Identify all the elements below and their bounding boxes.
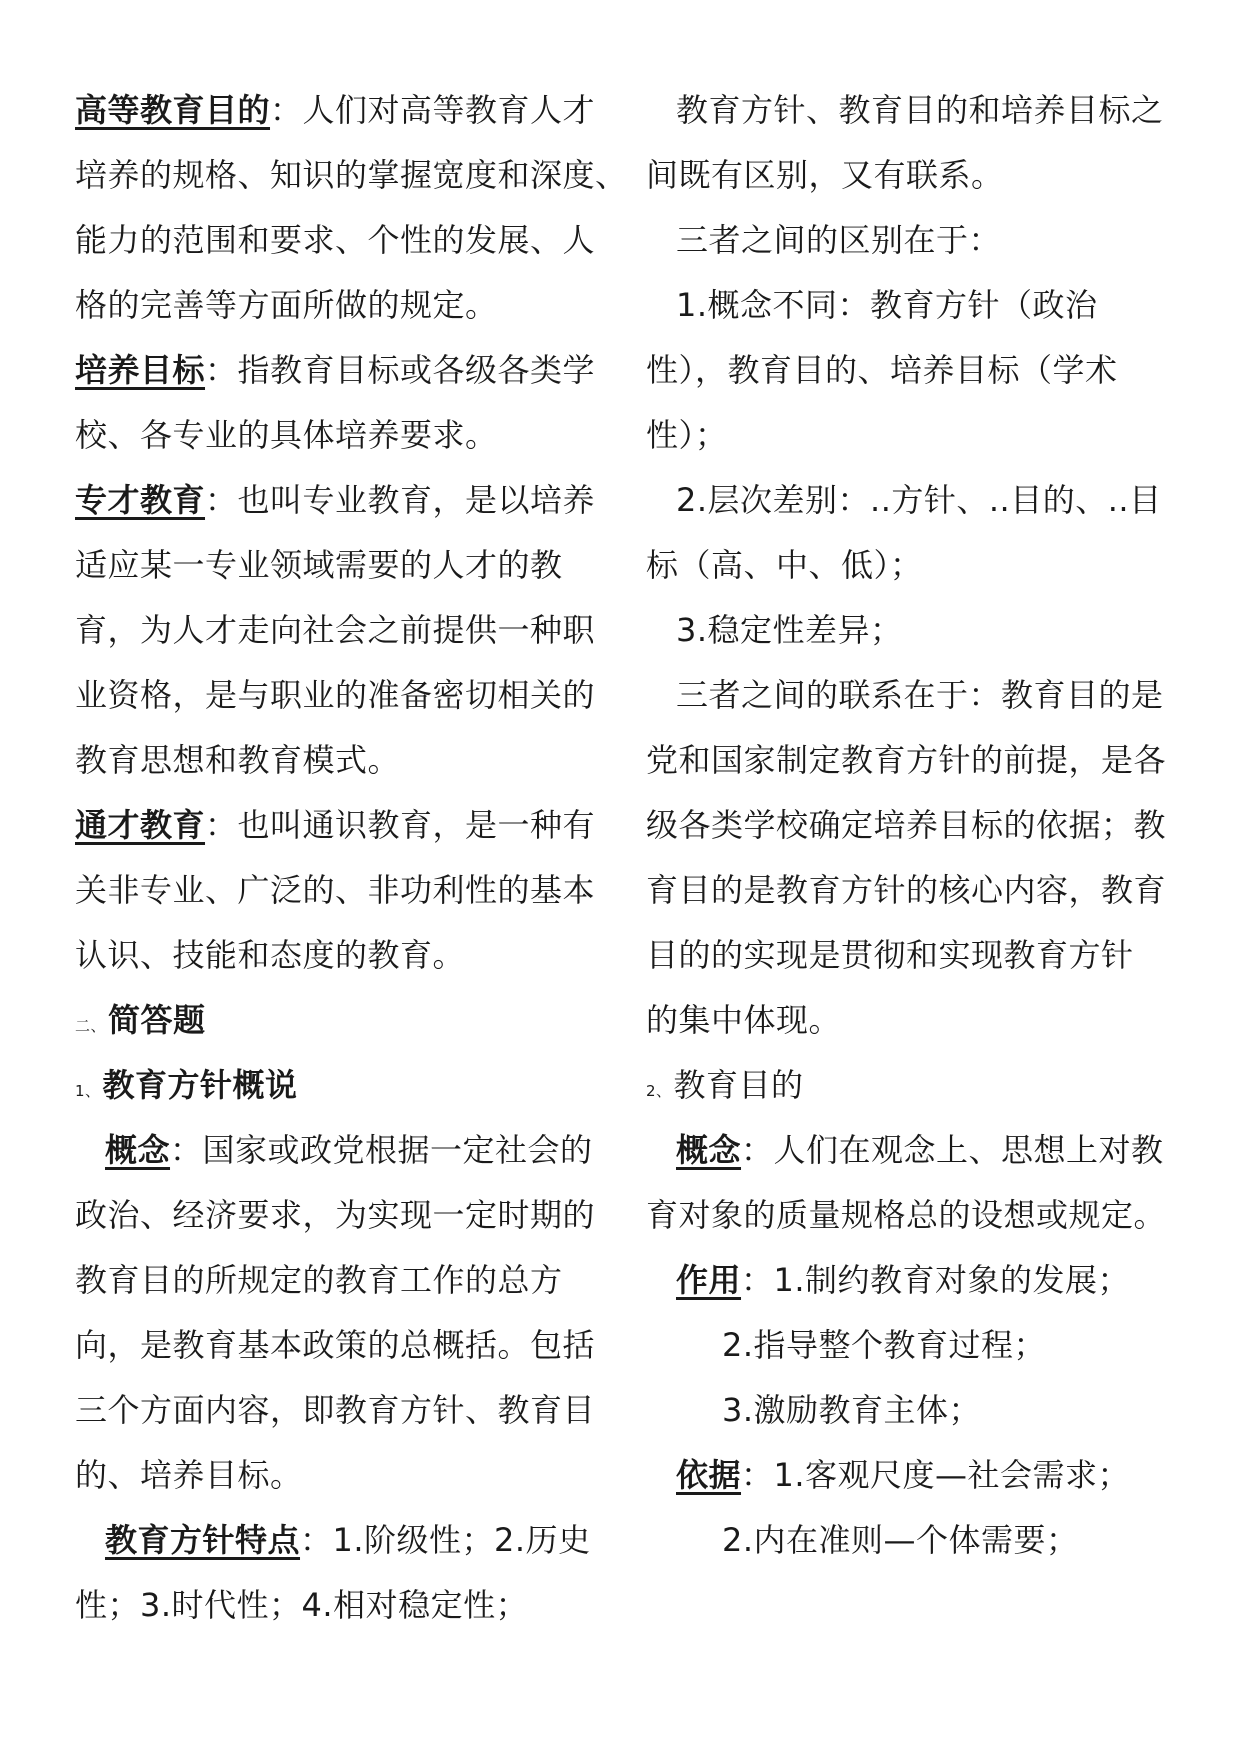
concept-line bbox=[646, 1118, 1176, 1183]
term-policy-features: 教育方针特点 bbox=[105, 1521, 301, 1559]
paragraph-text: 育目的是教育方针的核心内容，教育 bbox=[646, 871, 1167, 909]
paragraph-text: 1.概念不同：教育方针（政治 bbox=[676, 286, 1098, 324]
paragraph-text: 标（高、中、低）； bbox=[646, 546, 923, 584]
term-concept: 概念 bbox=[676, 1131, 742, 1169]
definition-text: 能力的范围和要求、个性的发展、人 bbox=[75, 221, 596, 259]
definition-text: ：1.阶级性；2.历史 bbox=[300, 1521, 591, 1559]
term-general-education: 通才教育 bbox=[75, 806, 206, 844]
definition-text: 3.激励教育主体； bbox=[722, 1391, 982, 1429]
definition-text: 2.指导整个教育过程； bbox=[722, 1326, 1047, 1364]
definition-text: 业资格，是与职业的准备密切相关的 bbox=[75, 676, 596, 714]
definition-text: 性；3.时代性；4.相对稳定性； bbox=[75, 1586, 529, 1624]
definition-text: 认识、技能和态度的教育。 bbox=[75, 936, 466, 974]
definition-text: ：1.客观尺度—社会需求； bbox=[741, 1456, 1131, 1494]
right-column bbox=[646, 78, 1176, 1573]
definition-line bbox=[75, 468, 605, 533]
definition-text: 教育目的所规定的教育工作的总方 bbox=[75, 1261, 563, 1299]
paragraph-text: 级各类学校确定培养目标的依据；教 bbox=[646, 806, 1167, 844]
term-specialist-education: 专才教育 bbox=[75, 481, 206, 519]
section-heading bbox=[75, 988, 605, 1053]
question-title: 教育方针概说 bbox=[102, 1066, 298, 1104]
definition-text: ：国家或政党根据一定社会的 bbox=[170, 1131, 593, 1169]
term-training-objective: 培养目标 bbox=[75, 351, 206, 389]
term-higher-education-aim: 高等教育目的 bbox=[75, 91, 271, 129]
paragraph-text: 间既有区别，又有联系。 bbox=[646, 156, 1004, 194]
question-number: 2、 bbox=[646, 1082, 672, 1100]
definition-text: 培养的规格、知识的掌握宽度和深度、 bbox=[75, 156, 628, 194]
definition-text: 政治、经济要求，为实现一定时期的 bbox=[75, 1196, 596, 1234]
paragraph-text: 三者之间的区别在于： bbox=[676, 221, 1002, 259]
paragraph-text: 三者之间的联系在于：教育目的是 bbox=[676, 676, 1164, 714]
definition-text: ：1.制约教育对象的发展； bbox=[741, 1261, 1131, 1299]
features-line bbox=[75, 1508, 605, 1573]
question-heading bbox=[75, 1053, 605, 1118]
definition-text: 2.内在准则—个体需要； bbox=[722, 1521, 1079, 1559]
paragraph-text: 目的的实现是贯彻和实现教育方针 bbox=[646, 936, 1134, 974]
question-number: 1、 bbox=[75, 1082, 101, 1100]
definition-text: 校、各专业的具体培养要求。 bbox=[75, 416, 498, 454]
definition-line bbox=[75, 338, 605, 403]
function-line bbox=[646, 1248, 1176, 1313]
basis-line bbox=[646, 1443, 1176, 1508]
paragraph-text: 的集中体现。 bbox=[646, 1001, 842, 1039]
definition-text: 向，是教育基本政策的总概括。包括 bbox=[75, 1326, 596, 1364]
question-title: 教育目的 bbox=[673, 1066, 804, 1104]
paragraph-text: 3.稳定性差异； bbox=[676, 611, 903, 649]
paragraph-text: 党和国家制定教育方针的前提，是各 bbox=[646, 741, 1167, 779]
section-number: 二、 bbox=[75, 1017, 107, 1035]
definition-text: ：也叫通识教育，是一种有 bbox=[205, 806, 596, 844]
term-basis: 依据 bbox=[676, 1456, 742, 1494]
definition-text: 教育思想和教育模式。 bbox=[75, 741, 401, 779]
question-heading bbox=[646, 1053, 1176, 1118]
section-title: 简答题 bbox=[108, 1001, 206, 1039]
definition-line bbox=[75, 793, 605, 858]
definition-text: 育，为人才走向社会之前提供一种职 bbox=[75, 611, 596, 649]
paragraph-text: 性）； bbox=[646, 416, 728, 454]
definition-text: ：指教育目标或各级各类学 bbox=[205, 351, 596, 389]
definition-text: 格的完善等方面所做的规定。 bbox=[75, 286, 498, 324]
definition-text: 的、培养目标。 bbox=[75, 1456, 303, 1494]
definition-text: ：人们在观念上、思想上对教 bbox=[741, 1131, 1164, 1169]
definition-text: ：人们对高等教育人才 bbox=[270, 91, 596, 129]
definition-text: 关非专业、广泛的、非功利性的基本 bbox=[75, 871, 596, 909]
definition-text: 三个方面内容，即教育方针、教育目 bbox=[75, 1391, 596, 1429]
left-column bbox=[75, 78, 628, 1638]
paragraph-text: 2.层次差别：..方针、..目的、..目 bbox=[676, 481, 1162, 519]
paragraph-text: 性），教育目的、培养目标（学术 bbox=[646, 351, 1118, 389]
definition-text: 适应某一专业领域需要的人才的教 bbox=[75, 546, 563, 584]
term-concept: 概念 bbox=[105, 1131, 171, 1169]
definition-text: ：也叫专业教育，是以培养 bbox=[205, 481, 596, 519]
term-function: 作用 bbox=[676, 1261, 742, 1299]
paragraph-text: 教育方针、教育目的和培养目标之 bbox=[676, 91, 1164, 129]
definition-line bbox=[75, 78, 605, 143]
definition-text: 育对象的质量规格总的设想或规定。 bbox=[646, 1196, 1167, 1234]
concept-line bbox=[75, 1118, 605, 1183]
